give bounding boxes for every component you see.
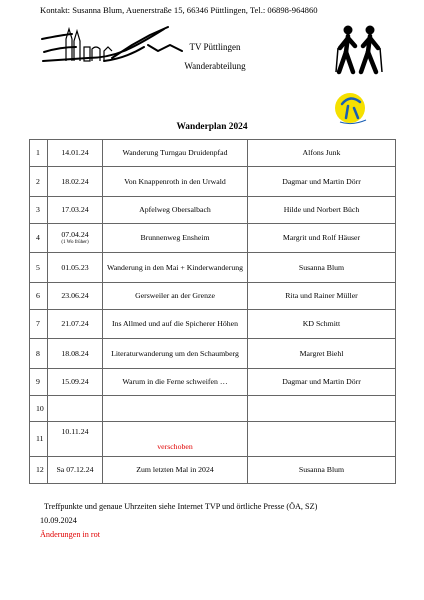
row-date: 15.09.24 xyxy=(61,377,89,387)
row-number: 12 xyxy=(30,457,48,484)
row-number: 9 xyxy=(30,369,48,396)
row-number: 1 xyxy=(30,140,48,167)
row-tour: Brunnenweg Ensheim xyxy=(103,224,248,253)
row-leader: Margrit und Rolf Häuser xyxy=(248,224,396,253)
table-row xyxy=(30,339,396,369)
row-tour: Warum in die Ferne schweifen … xyxy=(103,369,248,396)
row-date-cell xyxy=(48,140,103,167)
table-row xyxy=(30,224,396,253)
row-date-cell xyxy=(48,369,103,396)
contact-line: Kontakt: Susanna Blum, Auenerstraße 15, 66346 Püttlingen, Tel.: 06898-964860 xyxy=(40,5,318,15)
row-tour: Wanderung Turngau Druidenpfad xyxy=(103,140,248,167)
department-name: Wanderabteilung xyxy=(184,61,246,71)
row-date: 14.01.24 xyxy=(61,148,89,158)
row-leader: Alfons Junk xyxy=(248,140,396,167)
table-row xyxy=(30,396,396,422)
row-date-cell xyxy=(48,197,103,224)
footer-date: 10.09.2024 xyxy=(40,516,77,525)
row-number: 10 xyxy=(30,396,48,422)
row-leader: Rita und Rainer Müller xyxy=(248,283,396,310)
row-leader: KD Schmitt xyxy=(248,310,396,339)
row-leader: Susanna Blum xyxy=(248,253,396,283)
row-date: 07.04.24 xyxy=(61,230,89,239)
row-leader: Dagmar und Martin Dörr xyxy=(248,167,396,197)
row-number: 6 xyxy=(30,283,48,310)
table-row xyxy=(30,369,396,396)
row-date: 17.03.24 xyxy=(61,205,89,215)
row-date-cell xyxy=(48,310,103,339)
row-number: 3 xyxy=(30,197,48,224)
row-date: 23.06.24 xyxy=(61,291,89,301)
hiking-plan-table xyxy=(29,139,396,484)
row-date: 21.07.24 xyxy=(61,319,89,329)
row-date-cell xyxy=(48,422,103,457)
club-name: TV Püttlingen xyxy=(189,42,241,52)
row-date: Sa 07.12.24 xyxy=(56,465,94,475)
row-leader xyxy=(248,396,396,422)
row-date: 18.08.24 xyxy=(61,348,89,358)
row-date-cell xyxy=(48,283,103,310)
row-date: 10.11.24 xyxy=(61,427,89,436)
row-number: 11 xyxy=(30,422,48,457)
row-date-note: (1 Wo früher) xyxy=(61,239,89,245)
footer-changes: Änderungen in rot xyxy=(40,530,101,539)
row-tour: verschoben xyxy=(103,422,248,457)
row-date-cell xyxy=(48,224,103,253)
row-tour xyxy=(103,396,248,422)
row-date-cell xyxy=(48,339,103,369)
table-row xyxy=(30,197,396,224)
table-row xyxy=(30,457,396,484)
row-date-cell xyxy=(48,253,103,283)
row-leader: Margret Biehl xyxy=(248,339,396,369)
row-leader: Hilde und Norbert Büch xyxy=(248,197,396,224)
row-tour: Apfelweg Obersalbach xyxy=(103,197,248,224)
row-tour: Wanderung in den Mai + Kinderwanderung xyxy=(103,253,248,283)
table-row xyxy=(30,253,396,283)
row-tour: Von Knappenroth in den Urwald xyxy=(103,167,248,197)
table-title: Wanderplan 2024 xyxy=(176,122,248,132)
row-date-cell xyxy=(48,396,103,422)
row-number: 8 xyxy=(30,339,48,369)
row-date-cell xyxy=(48,457,103,484)
row-tour: Literaturwanderung um den Schaumberg xyxy=(103,339,248,369)
row-leader: Susanna Blum xyxy=(248,457,396,484)
row-tour: Ins Allmed und auf die Spicherer Höhen xyxy=(103,310,248,339)
row-tour: Gersweiler an der Grenze xyxy=(103,283,248,310)
row-number: 5 xyxy=(30,253,48,283)
table-row xyxy=(30,310,396,339)
row-number: 7 xyxy=(30,310,48,339)
club-header xyxy=(160,38,270,76)
row-tour: Zum letzten Mal in 2024 xyxy=(103,457,248,484)
table-row xyxy=(30,422,396,457)
table-row xyxy=(30,140,396,167)
row-number: 4 xyxy=(30,224,48,253)
footer-note: Treffpunkte und genaue Uhrzeiten siehe Internet TVP und örtliche Presse (ÖA, SZ) xyxy=(44,502,318,511)
row-leader: Dagmar und Martin Dörr xyxy=(248,369,396,396)
row-number: 2 xyxy=(30,167,48,197)
row-date: 18.02.24 xyxy=(61,176,89,186)
table-row xyxy=(30,283,396,310)
row-date-cell xyxy=(48,167,103,197)
two-hikers-icon xyxy=(334,24,386,76)
row-leader xyxy=(248,422,396,457)
row-date: 01.05.23 xyxy=(61,262,89,272)
table-row xyxy=(30,167,396,197)
